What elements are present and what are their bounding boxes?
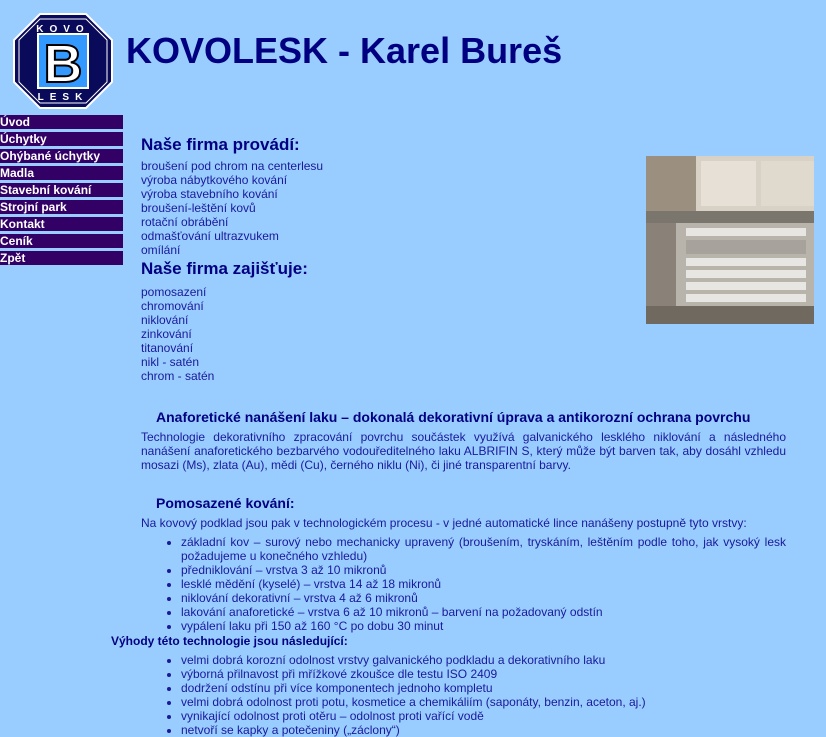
list-item: chromování <box>141 299 204 313</box>
list-item: výroba stavebního kování <box>141 187 278 201</box>
services-list <box>141 159 786 257</box>
list-item: • netvoří se kapky a potečeniny („záclony“) <box>181 723 786 737</box>
site-title: KOVOLESK - Karel Bureš <box>126 30 563 71</box>
nav-link-stavebni-kovani[interactable]: Stavební kování <box>0 183 123 197</box>
sidebar-nav <box>0 115 123 268</box>
anaphoretic-text: Technologie dekorativního zpracování povrchu součástek využívá galvanického lesklého niklování a následného nanášení anaforetického bezbarvého vodouředitelného laku ALBRIFIN S, který může být barven tak, aby dosáhl vzhledu mosazi (Ms), zlata (Au), mědi (Cu), černého niklu (Ni), či jiné transparentní barvy. <box>141 430 786 472</box>
list-item: • lesklé mědění (kyselé) – vrstva 14 až 18 mikronů <box>181 577 786 591</box>
list-item: chrom - satén <box>141 369 215 383</box>
nav-link-zpet[interactable]: Zpět <box>0 251 123 265</box>
brass-heading: Pomosazené kování: <box>156 495 295 511</box>
provides-list <box>141 285 786 383</box>
logo-bottom-text: LESK <box>37 92 89 103</box>
list-item: • vypálení laku při 150 až 160 °C po dobu 30 minut <box>181 619 786 633</box>
brass-intro: Na kovový podklad jsou pak v technologickém procesu - v jedné automatické lince nanášeny postupně tyto vrstvy: <box>141 516 747 530</box>
list-item: nikl - satén <box>141 355 200 369</box>
nav-link-cenik[interactable]: Ceník <box>0 234 123 248</box>
list-item: rotační obrábění <box>141 215 229 229</box>
provides-heading: Naše firma zajišťuje: <box>141 259 308 278</box>
advantages-list <box>141 653 786 737</box>
services-heading: Naše firma provádí: <box>141 135 300 154</box>
logo-top-text: KOVO <box>36 24 90 35</box>
list-item: • vynikající odolnost proti otěru – odolnost proti vařící vodě <box>181 709 786 723</box>
list-item: • niklování dekorativní – vrstva 4 až 6 mikronů <box>181 591 786 605</box>
nav-link-uchytky[interactable]: Úchytky <box>0 132 123 146</box>
list-item: • předniklování – vrstva 3 až 10 mikronů <box>181 563 786 577</box>
list-item: niklování <box>141 313 189 327</box>
nav-link-uvod[interactable]: Úvod <box>0 115 123 129</box>
list-item: odmašťování ultrazvukem <box>141 229 279 243</box>
list-item: • základní kov – surový nebo mechanicky upravený (broušením, tryskáním, leštěním podle toho, jak vysoký lesk požadujeme u konečného vzhledu) <box>181 535 786 563</box>
logo-letter: B <box>43 34 83 94</box>
advantages-heading: Výhody této technologie jsou následující: <box>111 634 348 648</box>
list-item: pomosazení <box>141 285 207 299</box>
nav-link-strojni-park[interactable]: Strojní park <box>0 200 123 214</box>
list-item: výroba nábytkového kování <box>141 173 288 187</box>
list-item: • velmi dobrá odolnost proti potu, kosmetice a chemikáliím (saponáty, benzin, aceton, aj.) <box>181 695 786 709</box>
company-logo <box>10 10 116 112</box>
list-item: broušení pod chrom na centerlesu <box>141 159 324 173</box>
list-item: • velmi dobrá korozní odolnost vrstvy galvanického podkladu a dekorativního laku <box>181 653 786 667</box>
list-item: broušení-leštění kovů <box>141 201 256 215</box>
nav-link-kontakt[interactable]: Kontakt <box>0 217 123 231</box>
list-item: zinkování <box>141 327 192 341</box>
nav-link-ohybane-uchytky[interactable]: Ohýbané úchytky <box>0 149 123 163</box>
list-item: omílání <box>141 243 181 257</box>
anaphoretic-heading: Anaforetické nanášení laku – dokonalá dekorativní úprava a antikorozní ochrana povrchu <box>156 409 751 425</box>
list-item: • výborná přilnavost při mřížkové zkoušce dle testu ISO 2409 <box>181 667 786 681</box>
list-item: titanování <box>141 341 194 355</box>
nav-link-madla[interactable]: Madla <box>0 166 123 180</box>
list-item: • dodržení odstínu při více komponentech jednoho kompletu <box>181 681 786 695</box>
brass-layers-list <box>141 535 786 633</box>
list-item: • lakování anaforetické – vrstva 6 až 10 mikronů – barvení na požadovaný odstín <box>181 605 786 619</box>
main-content <box>111 135 786 737</box>
